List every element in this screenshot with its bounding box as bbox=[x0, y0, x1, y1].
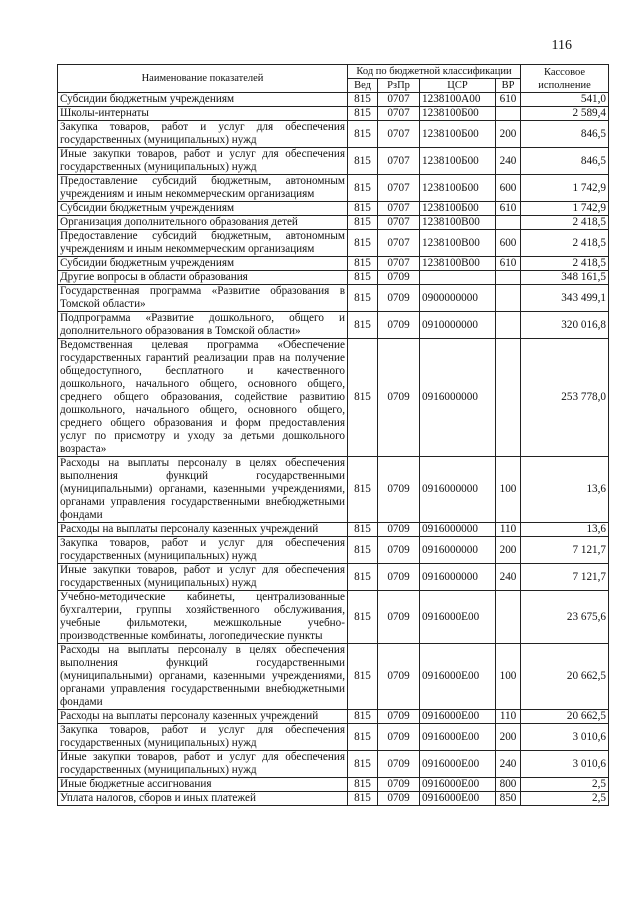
cell-amount: 320 016,8 bbox=[521, 312, 609, 339]
cell-name: Закупка товаров, работ и услуг для обеспечения государственных (муниципальных) нужд bbox=[58, 537, 348, 564]
table-row bbox=[58, 792, 609, 806]
header-vr: ВР bbox=[496, 79, 521, 93]
cell-name: Расходы на выплаты персоналу казенных учреждений bbox=[58, 710, 348, 724]
cell-csr: 0916000000 bbox=[420, 457, 496, 523]
cell-vr bbox=[496, 591, 521, 644]
table-row bbox=[58, 591, 609, 644]
table-row bbox=[58, 751, 609, 778]
cell-ved: 815 bbox=[348, 121, 378, 148]
cell-vr: 610 bbox=[496, 257, 521, 271]
cell-amount: 13,6 bbox=[521, 457, 609, 523]
cell-name: Организация дополнительного образования детей bbox=[58, 216, 348, 230]
cell-csr: 1238100Б00 bbox=[420, 121, 496, 148]
cell-ved: 815 bbox=[348, 202, 378, 216]
cell-amount: 846,5 bbox=[521, 121, 609, 148]
cell-rzpr: 0709 bbox=[378, 644, 420, 710]
cell-rzpr: 0709 bbox=[378, 751, 420, 778]
table-row bbox=[58, 778, 609, 792]
cell-ved: 815 bbox=[348, 710, 378, 724]
cell-vr: 800 bbox=[496, 778, 521, 792]
cell-ved: 815 bbox=[348, 216, 378, 230]
cell-csr: 0916000Е00 bbox=[420, 792, 496, 806]
cell-name: Иные закупки товаров, работ и услуг для обеспечения государственных (муниципальных) нужд bbox=[58, 564, 348, 591]
cell-name: Субсидии бюджетным учреждениям bbox=[58, 202, 348, 216]
table-row bbox=[58, 564, 609, 591]
cell-rzpr: 0707 bbox=[378, 230, 420, 257]
cell-ved: 815 bbox=[348, 107, 378, 121]
cell-csr: 0900000000 bbox=[420, 285, 496, 312]
cell-rzpr: 0707 bbox=[378, 107, 420, 121]
header-amount: Кассовое исполнение bbox=[521, 65, 609, 93]
cell-name: Закупка товаров, работ и услуг для обеспечения государственных (муниципальных) нужд bbox=[58, 724, 348, 751]
cell-csr: 1238100В00 bbox=[420, 257, 496, 271]
cell-rzpr: 0709 bbox=[378, 339, 420, 457]
cell-name: Расходы на выплаты персоналу казенных учреждений bbox=[58, 523, 348, 537]
cell-vr: 200 bbox=[496, 724, 521, 751]
cell-ved: 815 bbox=[348, 457, 378, 523]
cell-amount: 20 662,5 bbox=[521, 710, 609, 724]
cell-amount: 348 161,5 bbox=[521, 271, 609, 285]
cell-name: Иные закупки товаров, работ и услуг для обеспечения государственных (муниципальных) нужд bbox=[58, 148, 348, 175]
cell-amount: 3 010,6 bbox=[521, 724, 609, 751]
table-row bbox=[58, 285, 609, 312]
table-row bbox=[58, 107, 609, 121]
cell-amount: 1 742,9 bbox=[521, 175, 609, 202]
cell-rzpr: 0707 bbox=[378, 216, 420, 230]
cell-rzpr: 0709 bbox=[378, 285, 420, 312]
cell-amount: 846,5 bbox=[521, 148, 609, 175]
cell-rzpr: 0707 bbox=[378, 93, 420, 107]
cell-rzpr: 0707 bbox=[378, 121, 420, 148]
cell-rzpr: 0709 bbox=[378, 523, 420, 537]
cell-vr bbox=[496, 339, 521, 457]
cell-csr: 0916000Е00 bbox=[420, 778, 496, 792]
cell-rzpr: 0707 bbox=[378, 257, 420, 271]
cell-vr: 240 bbox=[496, 751, 521, 778]
cell-vr bbox=[496, 271, 521, 285]
cell-name: Иные бюджетные ассигнования bbox=[58, 778, 348, 792]
cell-rzpr: 0709 bbox=[378, 778, 420, 792]
table-row bbox=[58, 202, 609, 216]
cell-ved: 815 bbox=[348, 724, 378, 751]
cell-name: Предоставление субсидий бюджетным, автономным учреждениям и иным некоммерческим организациям bbox=[58, 175, 348, 202]
table-row bbox=[58, 216, 609, 230]
cell-ved: 815 bbox=[348, 230, 378, 257]
cell-amount: 2 589,4 bbox=[521, 107, 609, 121]
cell-ved: 815 bbox=[348, 312, 378, 339]
budget-table bbox=[57, 64, 609, 806]
cell-vr: 100 bbox=[496, 457, 521, 523]
cell-csr: 1238100Б00 bbox=[420, 107, 496, 121]
cell-ved: 815 bbox=[348, 285, 378, 312]
cell-ved: 815 bbox=[348, 792, 378, 806]
cell-csr: 0916000Е00 bbox=[420, 591, 496, 644]
cell-name: Предоставление субсидий бюджетным, автономным учреждениям и иным некоммерческим организациям bbox=[58, 230, 348, 257]
cell-rzpr: 0709 bbox=[378, 724, 420, 751]
cell-vr: 240 bbox=[496, 564, 521, 591]
cell-csr: 0916000000 bbox=[420, 339, 496, 457]
cell-vr bbox=[496, 107, 521, 121]
cell-csr: 0916000Е00 bbox=[420, 751, 496, 778]
cell-name: Субсидии бюджетным учреждениям bbox=[58, 93, 348, 107]
cell-amount: 3 010,6 bbox=[521, 751, 609, 778]
cell-vr: 110 bbox=[496, 710, 521, 724]
cell-amount: 23 675,6 bbox=[521, 591, 609, 644]
header-name: Наименование показателей bbox=[58, 65, 348, 93]
table-row bbox=[58, 257, 609, 271]
table-row bbox=[58, 175, 609, 202]
cell-csr: 1238100Б00 bbox=[420, 175, 496, 202]
table-row bbox=[58, 121, 609, 148]
table-row bbox=[58, 271, 609, 285]
cell-ved: 815 bbox=[348, 271, 378, 285]
cell-rzpr: 0709 bbox=[378, 792, 420, 806]
cell-ved: 815 bbox=[348, 175, 378, 202]
cell-ved: 815 bbox=[348, 564, 378, 591]
cell-csr: 1238100В00 bbox=[420, 230, 496, 257]
cell-ved: 815 bbox=[348, 257, 378, 271]
cell-vr: 600 bbox=[496, 230, 521, 257]
cell-name: Субсидии бюджетным учреждениям bbox=[58, 257, 348, 271]
cell-vr: 610 bbox=[496, 93, 521, 107]
cell-name: Учебно-методические кабинеты, централизованные бухгалтерии, группы хозяйственного обслуживания, учебные фильмотеки, межшкольные учебно-производственные комбинаты, логопедические пункты bbox=[58, 591, 348, 644]
cell-csr: 0916000Е00 bbox=[420, 710, 496, 724]
table-row bbox=[58, 457, 609, 523]
cell-csr: 1238100А00 bbox=[420, 93, 496, 107]
cell-ved: 815 bbox=[348, 778, 378, 792]
cell-amount: 2,5 bbox=[521, 778, 609, 792]
page-number: 116 bbox=[551, 38, 572, 53]
table-row bbox=[58, 644, 609, 710]
cell-amount: 2,5 bbox=[521, 792, 609, 806]
table-row bbox=[58, 724, 609, 751]
cell-rzpr: 0707 bbox=[378, 175, 420, 202]
header-code-group: Код по бюджетной классификации bbox=[348, 65, 521, 79]
cell-amount: 13,6 bbox=[521, 523, 609, 537]
cell-csr: 0916000000 bbox=[420, 564, 496, 591]
cell-rzpr: 0709 bbox=[378, 710, 420, 724]
table-row bbox=[58, 537, 609, 564]
table-row bbox=[58, 339, 609, 457]
cell-name: Подпрограмма «Развитие дошкольного, общего и дополнительного образования в Томской области» bbox=[58, 312, 348, 339]
cell-rzpr: 0707 bbox=[378, 202, 420, 216]
cell-name: Иные закупки товаров, работ и услуг для обеспечения государственных (муниципальных) нужд bbox=[58, 751, 348, 778]
cell-ved: 815 bbox=[348, 537, 378, 564]
cell-csr: 0916000Е00 bbox=[420, 644, 496, 710]
cell-name: Уплата налогов, сборов и иных платежей bbox=[58, 792, 348, 806]
cell-vr: 110 bbox=[496, 523, 521, 537]
cell-ved: 815 bbox=[348, 339, 378, 457]
cell-csr: 1238100В00 bbox=[420, 216, 496, 230]
cell-vr: 240 bbox=[496, 148, 521, 175]
cell-rzpr: 0709 bbox=[378, 457, 420, 523]
table-body bbox=[58, 93, 609, 806]
cell-name: Ведомственная целевая программа «Обеспечение государственных гарантий реализации прав на получение общедоступного, бесплатного и качественного дошкольного, начального общего, основного общего, среднего общего образования, содействие развитию дошкольного, начального общего, основного общего, среднего общего образования и форм предоставления услуг по присмотру и уходу за детьми дошкольного возраста» bbox=[58, 339, 348, 457]
cell-ved: 815 bbox=[348, 644, 378, 710]
cell-csr: 0916000Е00 bbox=[420, 724, 496, 751]
cell-csr: 1238100Б00 bbox=[420, 202, 496, 216]
cell-csr bbox=[420, 271, 496, 285]
cell-vr: 100 bbox=[496, 644, 521, 710]
header-ved: Вед bbox=[348, 79, 378, 93]
cell-amount: 343 499,1 bbox=[521, 285, 609, 312]
cell-amount: 253 778,0 bbox=[521, 339, 609, 457]
cell-vr bbox=[496, 216, 521, 230]
cell-amount: 1 742,9 bbox=[521, 202, 609, 216]
cell-amount: 7 121,7 bbox=[521, 537, 609, 564]
cell-ved: 815 bbox=[348, 523, 378, 537]
cell-ved: 815 bbox=[348, 591, 378, 644]
cell-vr bbox=[496, 312, 521, 339]
cell-vr bbox=[496, 285, 521, 312]
cell-rzpr: 0707 bbox=[378, 148, 420, 175]
cell-csr: 1238100Б00 bbox=[420, 148, 496, 175]
header-rzpr: РзПр bbox=[378, 79, 420, 93]
cell-amount: 2 418,5 bbox=[521, 257, 609, 271]
cell-ved: 815 bbox=[348, 93, 378, 107]
cell-amount: 20 662,5 bbox=[521, 644, 609, 710]
cell-name: Государственная программа «Развитие образования в Томской области» bbox=[58, 285, 348, 312]
cell-rzpr: 0709 bbox=[378, 537, 420, 564]
table-row bbox=[58, 523, 609, 537]
cell-ved: 815 bbox=[348, 751, 378, 778]
cell-vr: 200 bbox=[496, 537, 521, 564]
cell-name: Расходы на выплаты персоналу в целях обеспечения выполнения функций государственными (муниципальными) органами, казенными учреждениями, органами управления государственными внебюджетными фондами bbox=[58, 457, 348, 523]
cell-csr: 0916000000 bbox=[420, 523, 496, 537]
table-header bbox=[58, 65, 609, 93]
cell-name: Закупка товаров, работ и услуг для обеспечения государственных (муниципальных) нужд bbox=[58, 121, 348, 148]
table-row bbox=[58, 230, 609, 257]
cell-vr: 610 bbox=[496, 202, 521, 216]
cell-rzpr: 0709 bbox=[378, 312, 420, 339]
cell-vr: 850 bbox=[496, 792, 521, 806]
cell-rzpr: 0709 bbox=[378, 564, 420, 591]
cell-csr: 0916000000 bbox=[420, 537, 496, 564]
table-row bbox=[58, 148, 609, 175]
cell-rzpr: 0709 bbox=[378, 271, 420, 285]
cell-name: Школы-интернаты bbox=[58, 107, 348, 121]
table-row bbox=[58, 93, 609, 107]
cell-amount: 2 418,5 bbox=[521, 230, 609, 257]
cell-name: Другие вопросы в области образования bbox=[58, 271, 348, 285]
cell-ved: 815 bbox=[348, 148, 378, 175]
cell-vr: 200 bbox=[496, 121, 521, 148]
cell-vr: 600 bbox=[496, 175, 521, 202]
table-row bbox=[58, 312, 609, 339]
table-row bbox=[58, 710, 609, 724]
cell-csr: 0910000000 bbox=[420, 312, 496, 339]
cell-amount: 541,0 bbox=[521, 93, 609, 107]
header-csr: ЦСР bbox=[420, 79, 496, 93]
cell-name: Расходы на выплаты персоналу в целях обеспечения выполнения функций государственными (муниципальными) органами, казенными учреждениями, органами управления государственными внебюджетными фондами bbox=[58, 644, 348, 710]
cell-amount: 2 418,5 bbox=[521, 216, 609, 230]
cell-amount: 7 121,7 bbox=[521, 564, 609, 591]
cell-rzpr: 0709 bbox=[378, 591, 420, 644]
